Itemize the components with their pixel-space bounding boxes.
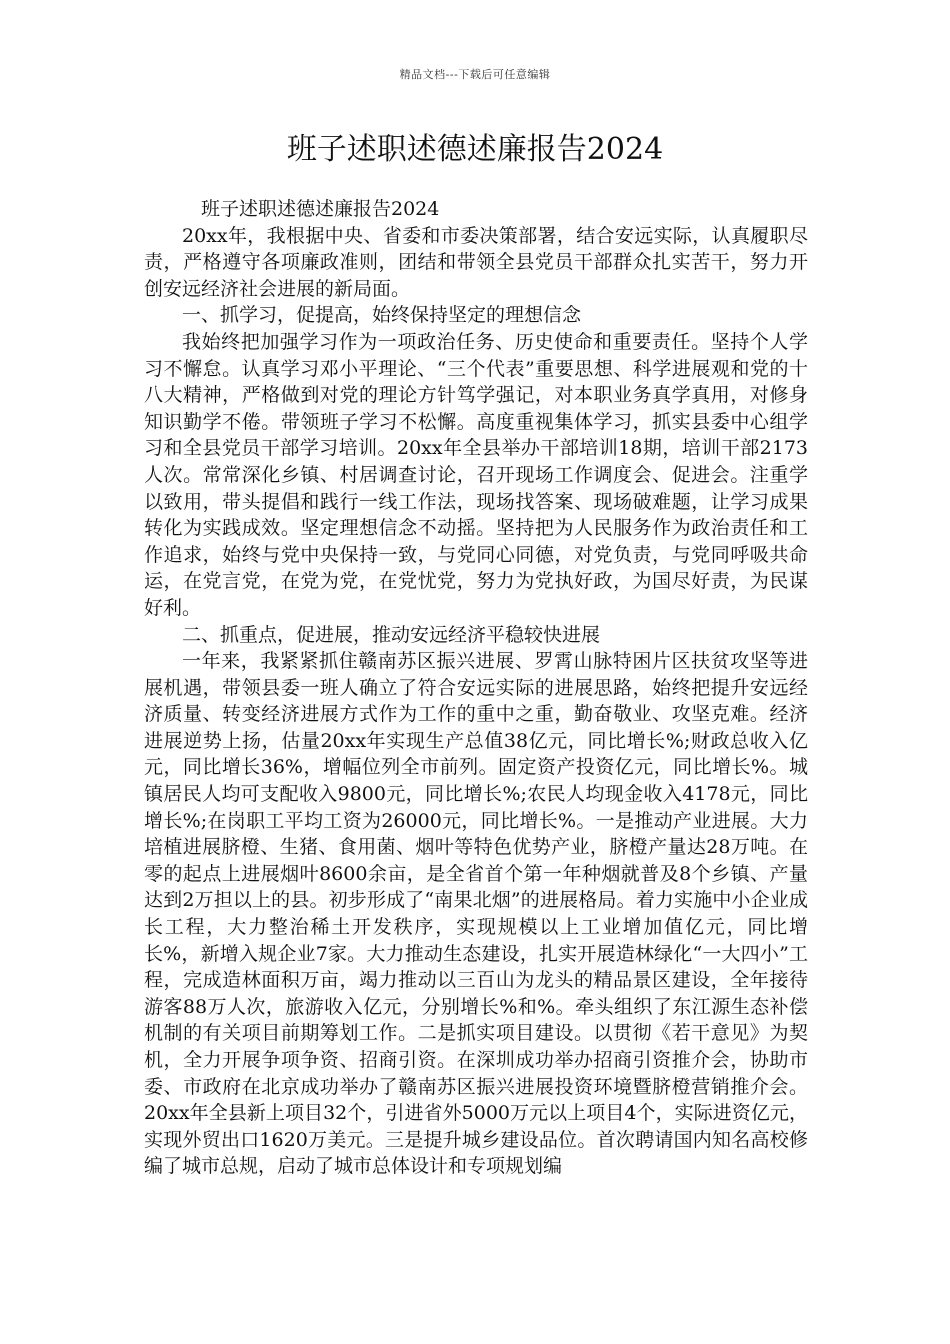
body-subtitle: 班子述职述德述廉报告2024 bbox=[201, 198, 440, 220]
header-note: 精品文档---下载后可任意编辑 bbox=[399, 68, 551, 81]
document-title: 班子述职述德述廉报告2024 bbox=[286, 132, 664, 167]
body-paragraph-study: 我始终把加强学习作为一项政治任务、历史使命和重要责任。坚持个人学习不懈怠。认真学习邓小平理论、“三个代表”重要思想、科学进展观和党的十八大精神，严格做到对党的理论方针笃学强记，对本职业务真学真用，对修身知识勤学不倦。带领班子学习不松懈。高度重视集体学习，抓实县委中心组学习和全县党员干部学习培训。20xx年全县举办干部培训18期，培训干部2173人次。常常深化乡镇、村居调查讨论，召开现场工作调度会、促进会。注重学以致用，带头提倡和践行一线工作法，现场找答案、现场破难题，让学习成果转化为实践成效。坚定理想信念不动摇。坚持把为人民服务作为政治责任和工作追求，始终与党中央保持一致，与党同心同德，对党负责，与党同呼吸共命运，在党言党，在党为党，在党忧党，努力为党执好政，为国尽好责，为民谋好利。 bbox=[144, 330, 808, 619]
document-body bbox=[144, 196, 808, 1180]
body-paragraph-intro: 20xx年，我根据中央、省委和市委决策部署，结合安远实际，认真履职尽责，严格遵守各项廉政准则，团结和带领全县党员干部群众扎实苦干，努力开创安远经济社会进展的新局面。 bbox=[144, 224, 808, 300]
body-paragraph-development: 一年来，我紧紧抓住赣南苏区振兴进展、罗霄山脉特困片区扶贫攻坚等进展机遇，带领县委一班人确立了符合安远实际的进展思路，始终把提升安远经济质量、转变经济进展方式作为工作的重中之重，勤奋敬业、攻坚克难。经济进展逆势上扬，估量20xx年实现生产总值38亿元，同比增长%;财政总收入亿元，同比增长36%，增幅位列全市前列。固定资产投资亿元，同比增长%。城镇居民人均可支配收入9800元，同比增长%;农民人均现金收入4178元，同比增长%;在岗职工平均工资为26000元，同比增长%。一是推动产业进展。大力培植进展脐橙、生猪、食用菌、烟叶等特色优势产业，脐橙产量达28万吨。在零的起点上进展烟叶8600余亩，是全省首个第一年种烟就普及8个乡镇、产量达到2万担以上的县。初步形成了“南果北烟”的进展格局。着力实施中小企业成长工程，大力整治稀土开发秩序，实现规模以上工业增加值亿元，同比增长%，新增入规企业7家。大力推动生态建设，扎实开展造林绿化“一大四小”工程，完成造林面积万亩，竭力推动以三百山为龙头的精品景区建设，全年接待游客88万人次，旅游收入亿元，分别增长%和%。牵头组织了东江源生态补偿机制的有关项目前期筹划工作。二是抓实项目建设。以贯彻《若干意见》为契机，全力开展争项争资、招商引资。在深圳成功举办招商引资推介会，协助市委、市政府在北京成功举办了赣南苏区振兴进展投资环境暨脐橙营销推介会。20xx年全县新上项目32个，引进省外5000万元以上项目4个，实际进资亿元，实现外贸出口1620万美元。三是提升城乡建设品位。首次聘请国内知名高校修编了城市总规，启动了城市总体设计和专项规划编 bbox=[144, 650, 808, 1178]
section-heading-2: 二、抓重点，促进展，推动安远经济平稳较快进展 bbox=[182, 623, 601, 646]
section-heading-1: 一、抓学习，促提高，始终保持坚定的理想信念 bbox=[182, 304, 582, 327]
